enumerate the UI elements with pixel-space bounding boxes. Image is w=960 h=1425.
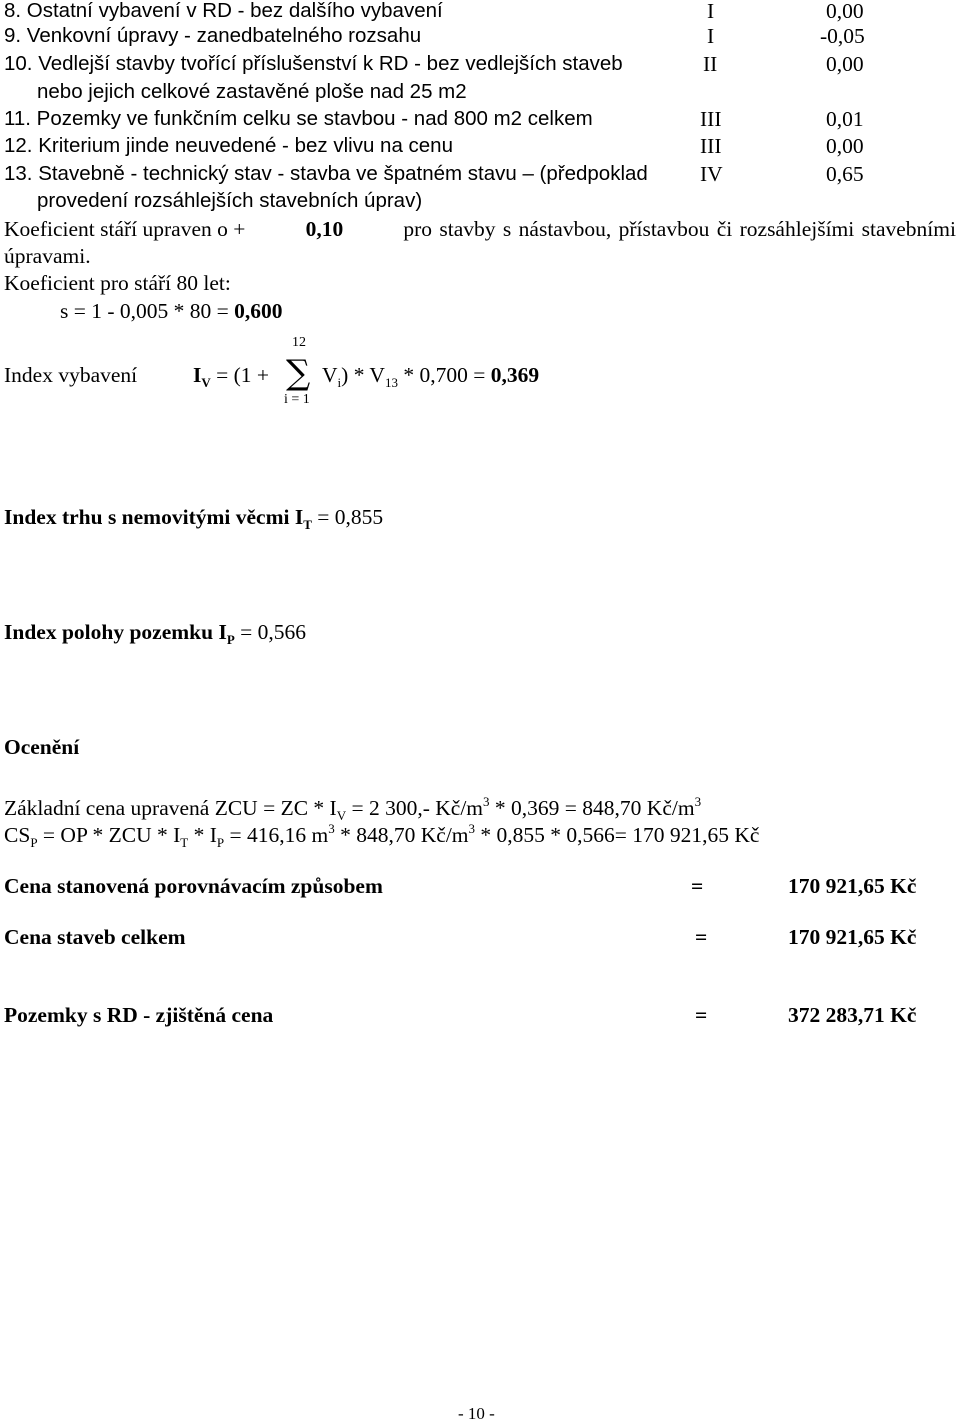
total-value: 170 921,65 Kč [788, 874, 917, 898]
market-index-label: Index trhu s nemovitými věcmi I [4, 505, 304, 529]
criterion-text-continuation: provedení rozsáhlejších stavebních úprav) [37, 189, 423, 212]
criterion-class: I [707, 0, 715, 23]
criterion-row-10 [4, 51, 623, 77]
criterion-text: 11. Pozemky ve funkčním celku se stavbou - nad 800 m2 celkem [4, 107, 593, 130]
page-number: - 10 - [458, 1404, 495, 1423]
criterion-value: 0,01 [826, 107, 864, 131]
sum-lower-limit: i = 1 [284, 392, 310, 407]
criterion-class: IV [700, 162, 723, 186]
criterion-row-8 [4, 0, 443, 24]
csp-sup2: 3 [468, 821, 476, 836]
criterion-row-12 [4, 133, 453, 159]
total-value: 170 921,65 Kč [788, 925, 917, 949]
zcu-sup2: 3 [694, 794, 702, 809]
age-note-post: pro stavby s nástavbou, přístavbou či rozsáhlejšími stavebními [403, 217, 956, 241]
criterion-text: 8. Ostatní vybavení v RD - bez dalšího vybavení [4, 0, 443, 22]
criterion-class: I [707, 24, 715, 48]
csp-text-c: * I [193, 823, 217, 847]
comparative-price-line [4, 822, 759, 848]
equipment-index-result: 0,369 [490, 363, 540, 387]
criterion-text-continuation: nebo jejich celkové zastavěné ploše nad 25 m2 [37, 80, 467, 103]
csp-sub2: T [180, 835, 189, 850]
total-equals: = [695, 1003, 708, 1027]
criterion-text: 13. Stavebně - technický stav - stavba ve špatném stavu – (předpoklad [4, 162, 648, 185]
csp-sub1: P [30, 835, 38, 850]
location-index-subscript: P [226, 632, 235, 647]
csp-text-a: CS [4, 823, 31, 847]
criterion-value: -0,05 [820, 24, 865, 48]
total-equals: = [691, 874, 704, 898]
csp-text-f: * 0,855 * 0,566= 170 921,65 Kč [480, 823, 760, 847]
total-equals: = [695, 925, 708, 949]
zcu-sub: V [336, 808, 347, 823]
csp-sub3: P [216, 835, 225, 850]
criterion-value: 0,00 [826, 134, 864, 158]
criterion-value: 0,00 [826, 52, 864, 76]
market-index-subscript: T [303, 517, 312, 532]
age-note-pre: Koeficient stáří upraven o + [4, 217, 246, 241]
csp-text-b: = OP * ZCU * I [42, 823, 181, 847]
criterion-class: III [700, 134, 722, 158]
criterion-value: 0,00 [826, 0, 864, 23]
index-subscript: V [201, 375, 211, 390]
v13-subscript: 13 [384, 375, 398, 390]
criterion-text: 9. Venkovní úpravy - zanedbatelného rozsahu [4, 24, 422, 47]
formula-tail: * 0,700 = [403, 363, 486, 387]
location-index-label: Index polohy pozemku I [4, 620, 227, 644]
formula-close: ) * V [341, 363, 385, 387]
market-index [4, 504, 383, 530]
sum-upper-limit: 12 [292, 335, 306, 350]
total-value: 372 283,71 Kč [788, 1003, 917, 1027]
criterion-text: 12. Kriterium jinde neuvedené - bez vlivu na cenu [4, 134, 453, 157]
csp-sup1: 3 [328, 821, 335, 836]
index-symbol: I [193, 363, 202, 387]
total-label: Pozemky s RD - zjištěná cena [4, 1003, 274, 1027]
zcu-text-c: * 0,369 = 848,70 Kč/m [494, 796, 695, 820]
age-adjustment-note [4, 216, 956, 242]
vi-symbol: V [322, 363, 338, 387]
age-note-line2: úpravami. [4, 244, 91, 268]
criterion-row-11 [4, 106, 593, 132]
formula-text: s = 1 - 0,005 * 80 = [60, 299, 229, 323]
zcu-text-b: = 2 300,- Kč/m [351, 796, 484, 820]
location-index [4, 619, 306, 645]
equipment-index-formula-right [322, 362, 539, 388]
formula-result: 0,600 [234, 299, 283, 323]
equipment-index-formula-left [193, 362, 269, 388]
market-index-value: = 0,855 [317, 505, 384, 529]
valuation-heading: Ocenění [4, 735, 80, 759]
vi-subscript: i [337, 375, 342, 390]
sum-symbol: ∑ [286, 353, 311, 393]
criterion-text: 10. Vedlejší stavby tvořící příslušenství k RD - bez vedlejších staveb [4, 52, 623, 75]
csp-text-d: = 416,16 m [229, 823, 329, 847]
criterion-class: III [700, 107, 722, 131]
age-coefficient-formula [60, 298, 283, 324]
csp-text-e: * 848,70 Kč/m [340, 823, 469, 847]
zcu-text-a: Základní cena upravená ZCU = ZC * I [4, 796, 337, 820]
location-index-value: = 0,566 [240, 620, 307, 644]
criterion-row-9 [4, 23, 421, 49]
age-note-value: 0,10 [305, 217, 344, 241]
total-label: Cena stanovená porovnávacím způsobem [4, 874, 383, 898]
criterion-row-13 [4, 161, 648, 187]
age-coefficient-label: Koeficient pro stáří 80 let: [4, 271, 231, 295]
base-price-line [4, 795, 701, 821]
total-label: Cena staveb celkem [4, 925, 186, 949]
zcu-sup1: 3 [483, 794, 490, 809]
criterion-class: II [703, 52, 718, 76]
criterion-value: 0,65 [826, 162, 864, 186]
formula-open: = (1 + [216, 363, 270, 387]
equipment-index-label: Index vybavení [4, 363, 138, 387]
